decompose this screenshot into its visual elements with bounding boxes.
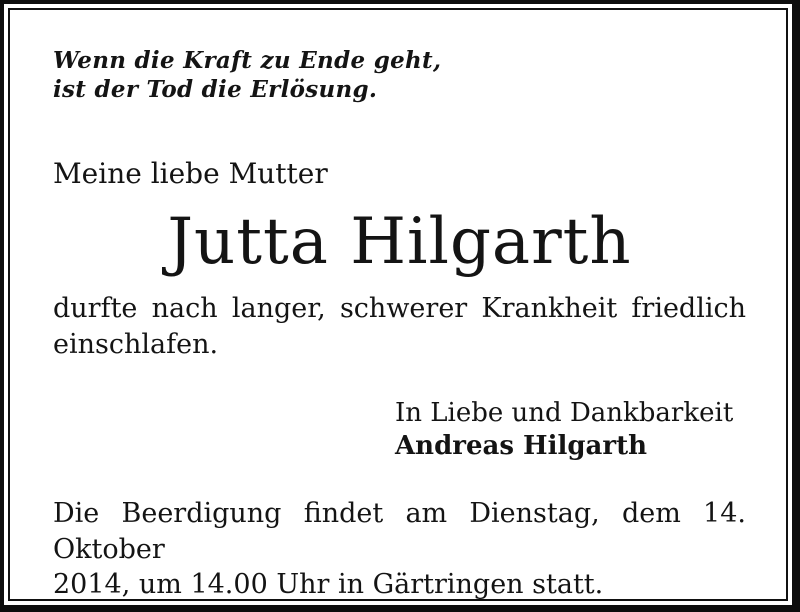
funeral-line-1: Die Beerdigung findet am Dienstag, dem 14. Oktober xyxy=(53,498,746,565)
announcement-line-2: einschlafen. xyxy=(53,328,219,360)
salutation-text: Meine liebe Mutter xyxy=(53,156,328,190)
epigraph-line-2: ist der Tod die Erlösung. xyxy=(53,76,378,104)
mourner-name: Andreas Hilgarth xyxy=(395,431,647,462)
death-announcement-paragraph xyxy=(53,291,746,362)
funeral-details-paragraph xyxy=(53,496,746,601)
closing-phrase: In Liebe und Dankbarkeit xyxy=(395,397,734,428)
epigraph-line-1: Wenn die Kraft zu Ende geht, xyxy=(53,47,442,74)
epigraph-quote xyxy=(53,46,746,105)
deceased-name: Jutta Hilgarth xyxy=(167,204,632,279)
closing-block xyxy=(395,397,746,465)
funeral-line-2: 2014, um 14.00 Uhr in Gärtringen statt. xyxy=(53,569,604,601)
obituary-inner-frame xyxy=(8,8,788,601)
announcement-line-1: durfte nach langer, schwerer Krankheit friedlich xyxy=(53,293,746,325)
